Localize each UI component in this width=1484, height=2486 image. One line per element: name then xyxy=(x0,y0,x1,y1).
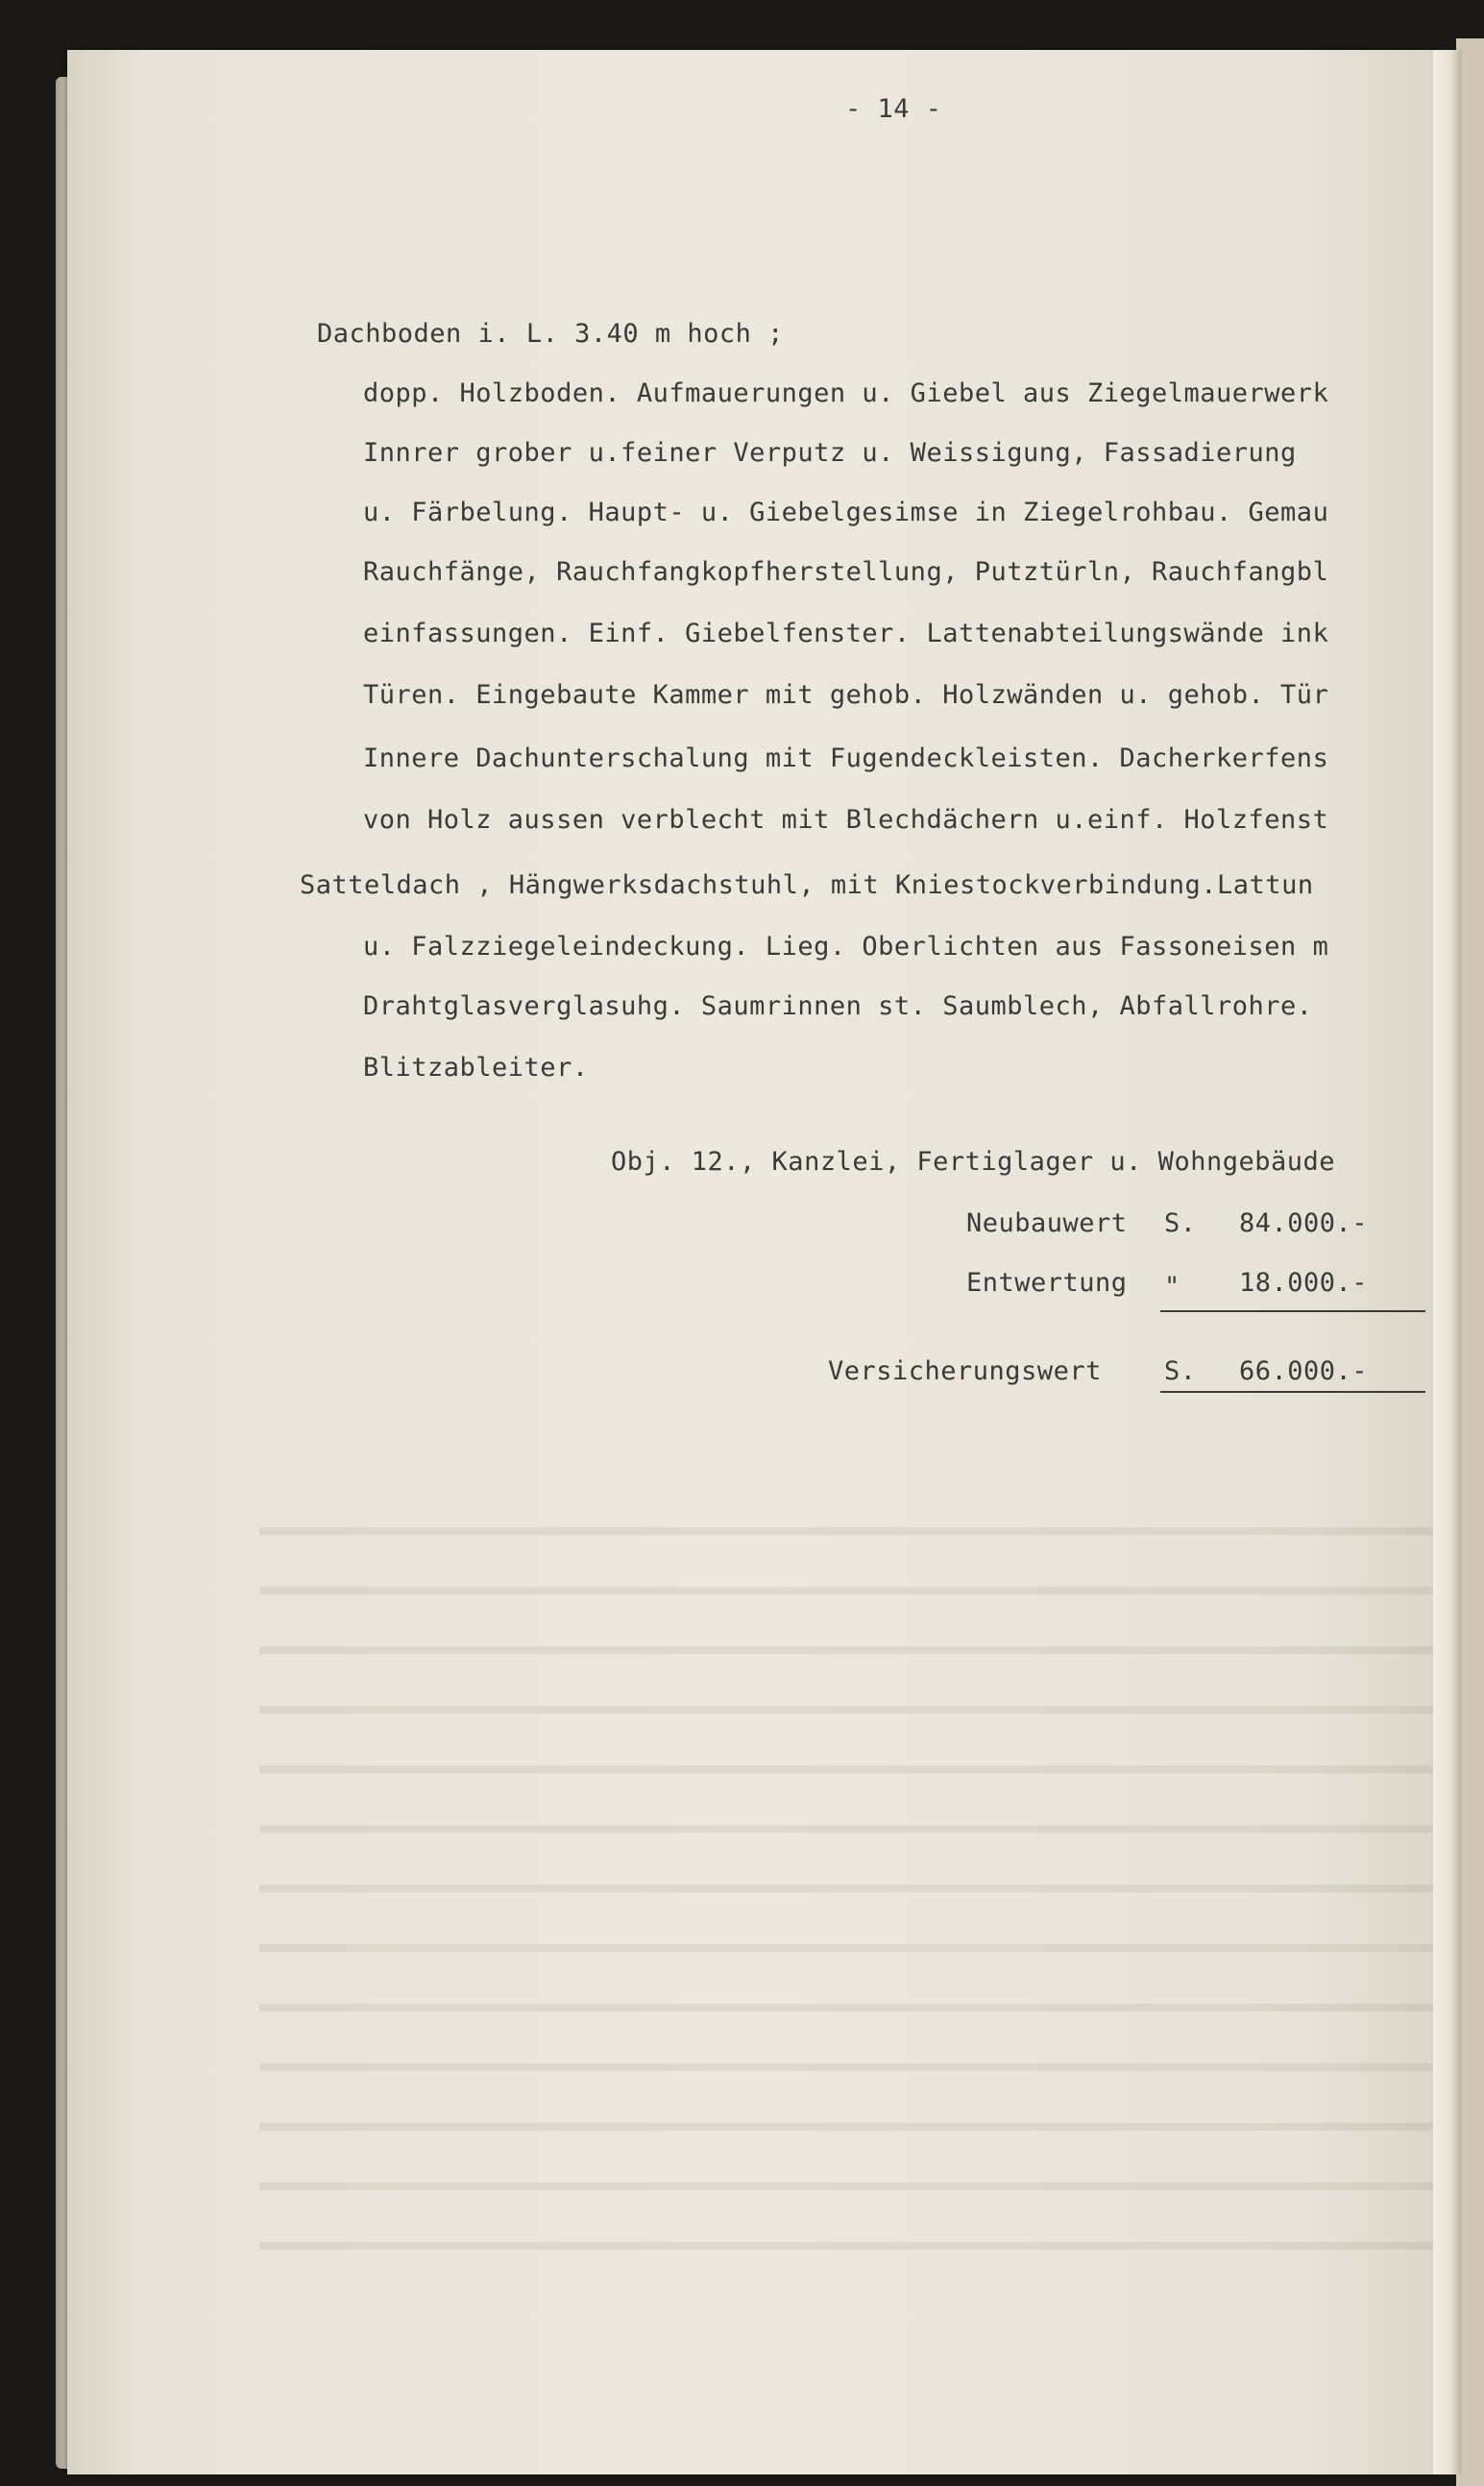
text-line-11: u. Falzziegeleindeckung. Lieg. Oberlichten aus Fassoneisen m xyxy=(363,932,1329,962)
show-through-text xyxy=(259,1491,1439,2279)
text-line-6: einfassungen. Einf. Giebelfenster. Lattenabteilungswände ink xyxy=(363,619,1329,648)
entwertung-label: Entwertung xyxy=(966,1268,1128,1298)
text-line-9: von Holz aussen verblecht mit Blechdächern u.einf. Holzfenst xyxy=(363,805,1329,835)
document-page xyxy=(67,50,1439,2474)
text-line-3: Innrer grober u.feiner Verputz u. Weissigung, Fassadierung xyxy=(363,438,1297,468)
entwertung-currency: " xyxy=(1164,1272,1180,1302)
versicherungswert-currency: S. xyxy=(1164,1356,1197,1386)
text-line-7: Türen. Eingebaute Kammer mit gehob. Holzwänden u. gehob. Tür xyxy=(363,680,1329,710)
text-line-4: u. Färbelung. Haupt- u. Giebelgesimse in Ziegelrohbau. Gemau xyxy=(363,498,1329,527)
total-rule xyxy=(1160,1391,1425,1393)
neubauwert-currency: S. xyxy=(1164,1208,1197,1238)
text-line-13: Blitzableiter. xyxy=(363,1053,589,1083)
text-line-1: Dachboden i. L. 3.40 m hoch ; xyxy=(317,319,784,349)
text-line-8: Innere Dachunterschalung mit Fugendeckleisten. Dacherkerfens xyxy=(363,743,1329,773)
page-binding-edge xyxy=(1433,50,1462,2474)
text-line-12: Drahtglasverglasuhg. Saumrinnen st. Saumblech, Abfallrohre. xyxy=(363,991,1313,1021)
text-line-5: Rauchfänge, Rauchfangkopfherstellung, Putztürln, Rauchfangbl xyxy=(363,557,1329,587)
versicherungswert-label: Versicherungswert xyxy=(828,1356,1102,1386)
versicherungswert-value: 66.000.- xyxy=(1239,1356,1369,1386)
neubauwert-value: 84.000.- xyxy=(1239,1208,1369,1238)
neubauwert-label: Neubauwert xyxy=(966,1208,1128,1238)
text-line-2: dopp. Holzboden. Aufmauerungen u. Giebel aus Ziegelmauerwerk xyxy=(363,378,1329,408)
page-number: - 14 - xyxy=(845,94,942,124)
object-heading: Obj. 12., Kanzlei, Fertiglager u. Wohngebäude xyxy=(611,1147,1335,1177)
subtotal-rule xyxy=(1160,1310,1425,1312)
entwertung-value: 18.000.- xyxy=(1239,1268,1369,1298)
text-line-10: Satteldach , Hängwerksdachstuhl, mit Kniestockverbindung.Lattun xyxy=(300,870,1314,900)
